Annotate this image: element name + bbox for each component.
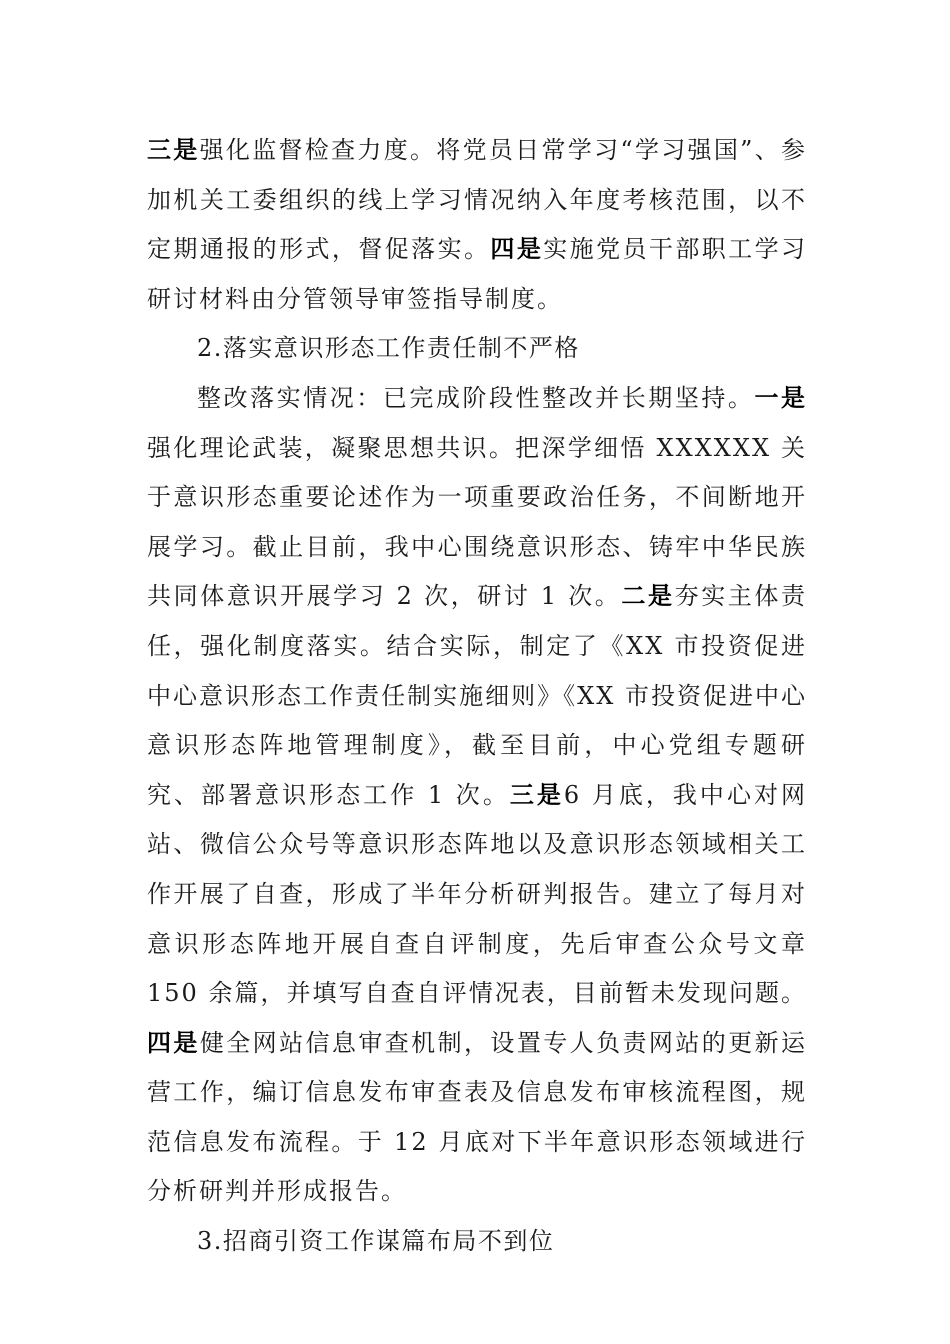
- paragraph-text: 强化监督检查力度。将党员日常学习“学习强国”、参加机关工委组织的线上学习情况纳入年度考核范围，以不定期通报的形式，督促落实。: [147, 136, 808, 264]
- section-heading-2: [147, 324, 807, 374]
- paragraph-text: 整改落实情况：已完成阶段性整改并长期坚持。: [197, 383, 755, 412]
- section-heading-text: 2.落实意识形态工作责任制不严格: [197, 334, 580, 363]
- bold-marker-four: 四是: [490, 235, 544, 264]
- paragraph-supervision-measures: [147, 126, 807, 324]
- paragraph-text: 健全网站信息审查机制，设置专人负责网站的更新运营工作，编订信息发布审查表及信息发布审核流程图，规范信息发布流程。于 12 月底对下半年意识形态领域进行分析研判并形成报告。: [147, 1028, 808, 1206]
- paragraph-text: 强化理论武装，凝聚思想共识。把深学细悟 XXXXXX 关于意识形态重要论述作为一项重要政治任务，不间断地开展学习。截止目前，我中心围绕意识形态、铸牢中华民族共同体意识开展学习 2 次，研讨 1 次。: [147, 433, 807, 611]
- paragraph-rectification-status: [147, 374, 807, 1217]
- bold-marker-three: 三是: [509, 780, 564, 809]
- paragraph-text: 6 月底，我中心对网站、微信公众号等意识形态阵地以及意识形态领域相关工作开展了自查，形成了半年分析研判报告。建立了每月对意识形态阵地开展自查自评制度，先后审查公众号文章 150 余篇，并填写自查自评情况表，目前暂未发现问题。: [147, 780, 807, 1008]
- bold-marker-four: 四是: [147, 1028, 200, 1057]
- paragraph-text: 夯实主体责任，强化制度落实。结合实际，制定了《XX 市投资促进中心意识形态工作责任制实施细则》《XX 市投资促进中心意识形态阵地管理制度》，截至目前，中心党组专题研究、部署意识形态工作 1 次。: [147, 582, 807, 809]
- bold-marker-two: 二是: [621, 582, 675, 611]
- paragraph-text: 实施党员干部职工学习研讨材料由分管领导审签指导制度。: [147, 235, 808, 313]
- section-heading-3: [147, 1217, 807, 1267]
- document-body: [147, 126, 807, 1267]
- bold-marker-one: 一是: [754, 383, 807, 412]
- bold-marker-three: 三是: [147, 136, 200, 164]
- section-heading-text: 3.招商引资工作谋篇布局不到位: [197, 1227, 555, 1256]
